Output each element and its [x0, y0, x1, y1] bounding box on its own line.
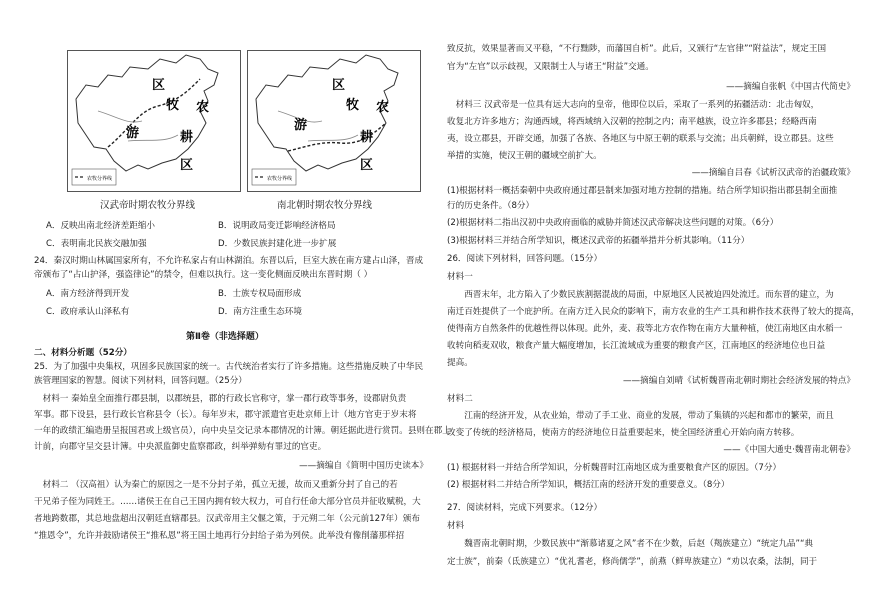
q26-material-2-label: 材料二: [447, 394, 473, 404]
q23-option-d: D．少数民族封建化进一步扩展: [218, 239, 337, 249]
map-label-geng: 耕: [360, 130, 374, 145]
q24-option-c: C．政府承认山泽私有: [46, 307, 130, 317]
source-zhangfan: ——摘编自张帆《中国古代简史》: [726, 82, 855, 92]
m3-line: 收复北方许多地方；沟通西域，将西域纳入汉朝的控制之内；南平越族，设立许多郡县；经略西南: [447, 117, 817, 127]
q24-option-a: A．南方经济得到开发: [46, 289, 130, 299]
q25-m2-line: 材料二 （汉高祖）认为秦亡的原因之一是不分封子弟，孤立无援，故而又重新分封了自己的若: [34, 480, 398, 490]
q25-question: (3)根据材料三并结合所学知识，概述汉武帝的拓疆举措并分析其影响。（11分）: [447, 236, 750, 246]
q26-m1-line: 使得南方自然条件的优越性得以体现。此外，麦、菽等北方农作物在南方大量种植，使江南地区由水稻一: [447, 324, 843, 334]
map-han-wudi: [67, 50, 241, 192]
q26-material-1-label: 材料一: [447, 272, 473, 282]
m3-line: 夷，设立郡县，开辟交通，加强了各族、各地区与中原王朝的联系与交流；出兵朝鲜，设立郡县。这些: [447, 134, 834, 144]
map-nanbeichao-drawing: [248, 51, 420, 191]
q25-line: 计前，向郡守呈交县计簿。中央派监御史监察郡政，纠举弹劾有罪过的官吏。: [34, 442, 327, 452]
part2-section: 二、材料分析题（52分）: [34, 348, 132, 358]
q27-heading: 27．阅读材料，完成下列要求。（12分）: [447, 503, 603, 513]
q25-line: 军事。郡下设县，县行政长官称县令（长）。每年岁末，郡守派遣官吏赴京师上计（地方官吏于岁末将: [34, 410, 417, 420]
map-label-qu-bottom: 区: [360, 158, 374, 173]
map-label-mu: 牧: [346, 98, 360, 113]
q25-line: 材料一 秦始皇全面推行郡县制，以郡统县，郡的行政长官称守，掌一郡行政等事务，设郡尉负责: [34, 394, 407, 404]
source-liuqing: ——摘编自刘晴《试析魏晋南北朝时期社会经济发展的特点》: [622, 376, 855, 386]
q25-m2-line: 者地跨数郡，其总地盘超出汉朝廷直辖郡县。汉武帝用主父偃之策，于元朔二年（公元前127年）颁布: [34, 514, 420, 524]
map-han-wudi-drawing: [68, 51, 240, 191]
q25-line: 一年的政绩汇编造册呈报国君或上级官员），向中央呈交记录本郡情况的计簿。朝廷据此进行赏罚。县则在郡上: [34, 426, 451, 436]
right-top-line: 官为“左官”以示歧视，又限制士人与诸王“附益”交通。: [447, 62, 654, 72]
q26-heading: 26．阅读下列材料，回答问题。（15分）: [447, 254, 603, 264]
m3-line: 材料三 汉武帝是一位具有远大志向的皇帝，他即位以后，采取了一系列的拓疆活动：北击匈奴，: [447, 100, 820, 110]
q25-line: 25．为了加强中央集权，巩固多民族国家的统一。古代统治者实行了许多措施。这些措施反映了中华民: [34, 362, 424, 372]
source-lvchun: ——摘编自吕春《试析汉武帝的治疆政策》: [691, 168, 855, 178]
q25-source-1: ——摘编自《简明中国历史读本》: [299, 461, 428, 471]
q26-m1-line: 收转向稻麦双收，粮食产量大幅度增加，长江流域成为重要的粮食产区，江南地区的经济地位也日益: [447, 341, 826, 351]
map-label-qu-top: 区: [332, 78, 346, 93]
q23-option-a: A．反映出南北经济差距缩小: [46, 221, 156, 231]
map-label-nong: 农: [196, 100, 210, 115]
q23-option-b: B．说明政局变迁影响经济格局: [218, 221, 336, 231]
q25-question: (1)根据材料一概括秦朝中央政府通过郡县制来加强对地方控制的措施。结合所学知识指出郡县制全面推: [447, 186, 838, 196]
q25-m2-line: “推恩令”，允许并鼓励诸侯王“推私恩”将王国土地再行分封给子弟为列侯。此举没有像削藩那样招: [34, 531, 405, 541]
map-label-mu: 牧: [166, 98, 180, 113]
map-label-qu-top: 区: [152, 78, 166, 93]
q25-question: (2)根据材料二指出汉初中央政府面临的威胁并简述汉武帝解决这些问题的对策。（6分）: [447, 218, 779, 228]
map-legend-left: 农牧分界线: [87, 176, 113, 182]
q26-m2-line: 改变了传统的经济格局，使南方的经济地位日益重要起来，使全国经济重心开始向南方转移。: [447, 428, 800, 438]
map-label-you: 游: [294, 118, 308, 133]
q23-option-c: C．表明南北民族交融加强: [46, 239, 147, 249]
map-label-nong: 农: [376, 100, 390, 115]
q25-question: 行的历史条件。（8分）: [447, 201, 535, 211]
q26-m1-line: 提高。: [447, 358, 473, 368]
m3-line: 举措的实施，使汉王朝的疆域空前扩大。: [447, 151, 602, 161]
map-label-geng: 耕: [180, 130, 194, 145]
q26-question: (1) 根据材料一并结合所学知识，分析魏晋时江南地区成为重要粮食产区的原因。（7分）: [447, 463, 782, 473]
q27-material-label: 材料: [447, 521, 465, 531]
map-caption-left: 汉武帝时期农牧分界线: [100, 200, 196, 211]
map-nanbeichao: [247, 50, 421, 192]
map-caption-right: 南北朝时期农牧分界线: [277, 200, 373, 211]
source-datongshi: ——《中国大通史·魏晋南北朝卷》: [723, 445, 855, 455]
q26-m1-line: 西晋末年，北方陷入了少数民族割据混战的局面，中原地区人民被迫四处流迁。而东晋的建立，为: [447, 290, 834, 300]
map-label-you: 游: [126, 126, 140, 141]
q25-m2-line: 干兄弟子侄为同姓王。……诸侯王在自己王国内拥有较大权力，可自行任命大部分官员并征收赋税，大: [34, 497, 421, 507]
q26-m2-line: 江南的经济开发，从农业始，带动了手工业、商业的发展，带动了集镇的兴起和都市的繁荣，而且: [447, 411, 834, 421]
q24-option-b: B．士族专权局面形成: [218, 289, 302, 299]
q26-m1-line: 南迁百姓提供了一个庇护所。在南方迁入民众的影响下，南方农业的生产工具和耕作技术获得了较大的提高，: [447, 307, 860, 317]
map-label-qu-bottom: 区: [180, 158, 194, 173]
q24-stem-line-2: 帝颁布了“占山护泽，强盗律论”的禁令，但难以执行。这一变化侧面反映出东晋时期（ ）: [34, 270, 373, 280]
q24-stem-line-1: 24．秦汉时期山林属国家所有，不允许私家占有山林湖泊。东晋以后，巨室大族在南方建占山泽，晋成: [34, 256, 424, 266]
part2-heading: 第Ⅱ卷（非选择题）: [186, 332, 264, 342]
map-legend-right: 农牧分界线: [267, 176, 293, 182]
q25-line: 族管理国家的智慧。阅读下列材料，回答问题。（25分）: [34, 376, 247, 386]
right-top-line: 致反抗，效果显著而又平稳，“不行黜陟，而藩国自析”。此后，又颁行“左官律”“附益法”，规定王国: [447, 44, 827, 54]
q24-option-d: D．南方注重生态环境: [218, 307, 302, 317]
q27-line: 定士族”，前秦（氐族建立）“优礼耆老，修尚儒学”，前燕（鲜卑族建立）“劝以农桑，法制，同于: [447, 557, 818, 567]
q26-question: (2) 根据材料二并结合所学知识，概括江南的经济开发的重要意义。（8分）: [447, 480, 730, 490]
q27-line: 魏晋南北朝时期，少数民族中“渐慕诸夏之风”者不在少数，后赵（羯族建立）“统定九品”“典: [447, 539, 814, 549]
